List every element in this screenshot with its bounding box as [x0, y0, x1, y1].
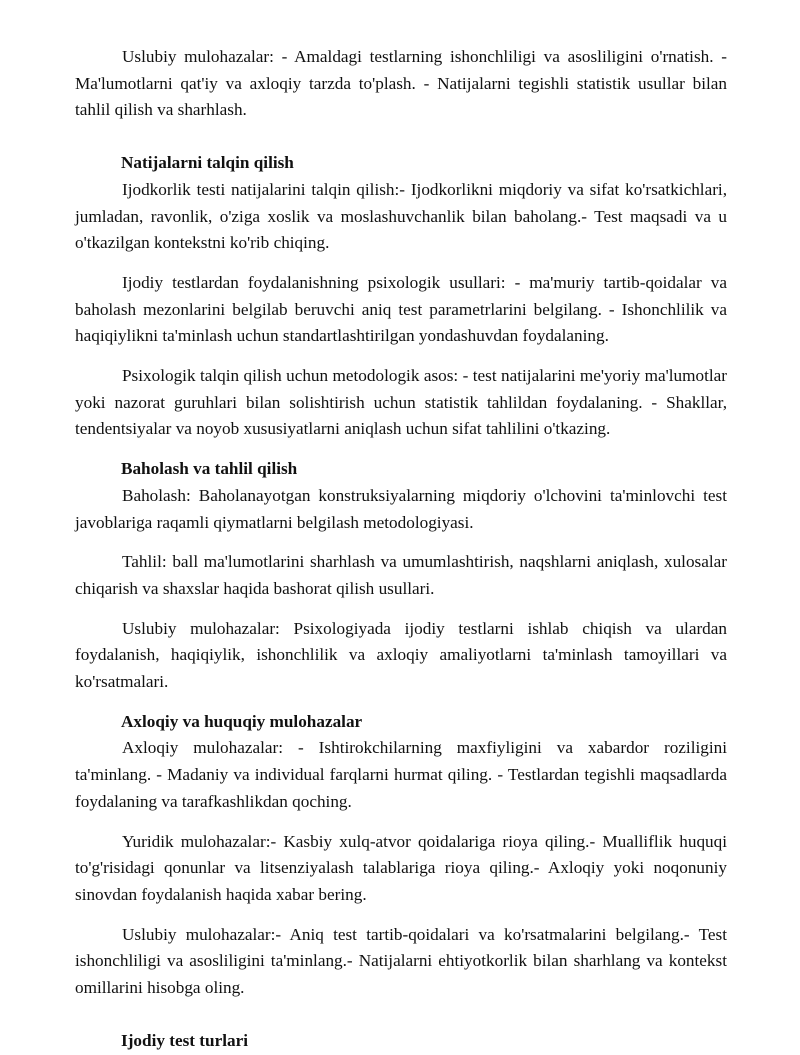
paragraph-analysis: Tahlil: ball ma'lumotlarini sharhlash va umumlashtirish, naqshlarni aniqlash, xulosalar chiqarish va shaxslar haqida bashorat qilish usullari.	[75, 552, 727, 598]
heading-interpreting-results: Natijalarni talqin qilish	[121, 153, 294, 173]
document-page	[75, 44, 727, 1055]
spacer	[75, 137, 727, 150]
paragraph-psychological-methods: Ijodiy testlardan foydalanishning psixologik usullari: - ma'muriy tartib-qoidalar va baholash mezonlarini belgilab beruvchi aniq test parametrlarini belgilang. - Ishonchlilik va haqiqiylikni ta'minlash uchun standartlashtirilgan yondashuvdan foydalaning.	[75, 272, 727, 346]
paragraph-assessment: Baholash: Baholanayotgan konstruksiyalarning miqdoriy o'lchovini ta'minlovchi test javoblariga raqamli qiymatlarni belgilash metodologiyasi.	[75, 485, 727, 532]
heading-assessment-analysis: Baholash va tahlil qilish	[121, 459, 298, 479]
heading-ethical-legal: Axloqiy va huquqiy mulohazalar	[121, 711, 363, 731]
paragraph-methodological-notes: Uslubiy mulohazalar: - Amaldagi testlarning ishonchliligi va asosliligini o'rnatish. - Ma'lumotlarni qat'iy va axloqiy tarzda to'plash. - Natijalarni tegishli statistik usullar bilan tahlil qilish va sharhlash.	[75, 47, 727, 120]
heading-creative-test-types: Ijodiy test turlari	[121, 1030, 248, 1050]
paragraph-methodological-final: Uslubiy mulohazalar:- Aniq test tartib-qoidalari va ko'rsatmalarini belgilang.- Test ishonchliligi va asosliligini ta'minlang.- Natijalarni ehtiyotkorlik bilan sharhlang va kontekst omillarini hisobga oling.	[75, 924, 727, 998]
paragraph-methodological-basis: Psixologik talqin qilish uchun metodologik asos: - test natijalarini me'yoriy ma'lumotlar yoki nazorat guruhlari bilan solishtirish uchun statistik tahlildan foydalaning. - Shakllar, tendentsiyalar va noyob xususiyatlarni aniqlash uchun sifat tahlilini o'tkazing.	[75, 366, 727, 439]
paragraph-methodological-considerations: Uslubiy mulohazalar: Psixologiyada ijodiy testlarni ishlab chiqish va ulardan foydalanish, haqiqiylik, ishonchlilik va axloqiy amaliyotlarni ta'minlash tamoyillari va ko'rsatmalari.	[75, 618, 727, 692]
paragraph-legal-considerations: Yuridik mulohazalar:- Kasbiy xulq-atvor qoidalariga rioya qiling.- Mualliflik huquqi to'g'risidagi qonunlar va litsenziyalash talablariga rioya qiling.- Axloqiy yoki noqonuniy sinovdan foydalanish haqida xabar bering.	[75, 831, 727, 904]
paragraph-interpretation: Ijodkorlik testi natijalarini talqin qilish:- Ijodkorlikni miqdoriy va sifat ko'rsatkichlari, jumladan, ravonlik, o'ziga xoslik va moslashuvchanlik bilan baholang.- Test maqsadi va u o'tkazilgan kontekstni ko'rib chiqing.	[75, 179, 727, 253]
spacer	[75, 1015, 727, 1028]
paragraph-ethical-considerations: Axloqiy mulohazalar: - Ishtirokchilarning maxfiyligini va xabardor roziligini ta'minlang. - Madaniy va individual farqlarni hurmat qiling. - Testlardan tegishli maqsadlarda foydalaning va tarafkashlikdan qoching.	[75, 738, 727, 811]
